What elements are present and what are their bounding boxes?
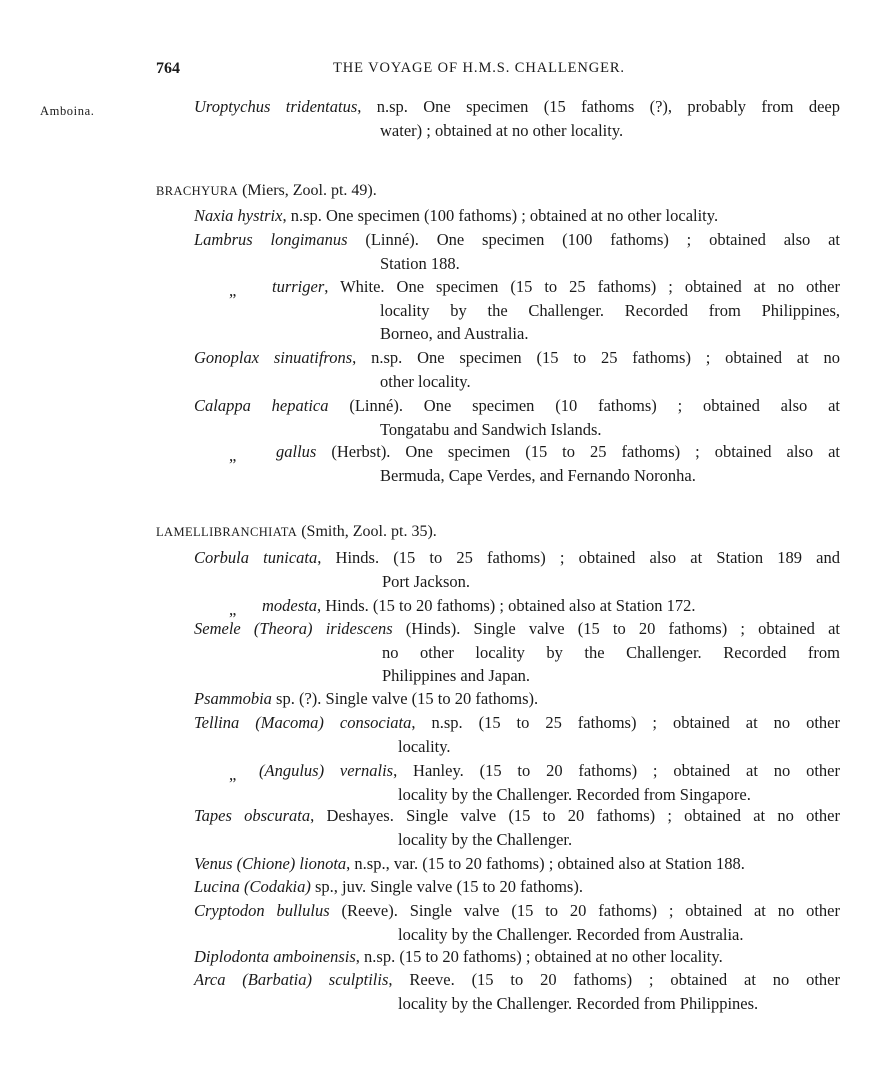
section-reference: (Smith, Zool. pt. 35). [297,523,437,540]
species-name: (Angulus) vernalis [259,761,394,780]
running-head: THE VOYAGE OF H.M.S. CHALLENGER. [333,60,625,76]
species-name: Diplodonta amboinensis [194,947,356,966]
entry-continuation: locality by the Challenger. Recorded from Philippines, [380,300,840,320]
species-entry [0,548,880,591]
entry-continuation: Bermuda, Cape Verdes, and Fernando Noronha. [380,465,696,485]
entry-text: , Deshayes. Single valve (15 to 20 fathoms) ; obtained at no other [310,806,840,825]
species-name: Lucina (Codakia) [194,877,311,896]
entry-first-line [194,396,840,416]
entry-first-line [194,206,840,226]
species-entry [0,854,880,873]
section-name: LAMELLIBRANCHIATA [156,525,298,539]
entry-first-line [259,761,840,781]
species-name: Uroptychus tridentatus [194,97,358,116]
entry-first-line [276,442,840,462]
entry-continuation: locality. [398,736,451,756]
entry-first-line [194,806,840,826]
section-heading-brachyura [156,182,377,200]
section-heading-lamellibranchiata [156,523,437,541]
species-name: Naxia hystrix [194,206,283,225]
entry-continuation: Port Jackson. [382,571,470,591]
entry-first-line [194,348,840,368]
entry-text: , n.sp. One specimen (15 fathoms (?), probably from deep [357,97,840,116]
ditto-mark: „ [229,281,237,300]
entry-text: , n.sp. (15 to 20 fathoms) ; obtained at no other locality. [355,947,723,966]
locality-label: Amboina. [40,104,95,118]
species-entry [0,947,880,966]
entry-first-line [194,619,840,639]
species-entry [0,442,880,485]
species-name: Lambrus longimanus [194,230,348,249]
entry-text: , n.sp., var. (15 to 20 fathoms) ; obtained also at Station 188. [346,854,745,873]
entry-text: , n.sp. One specimen (15 to 25 fathoms) ; obtained at no [352,348,841,367]
species-entry [0,230,880,273]
ditto-mark: „ [229,600,237,619]
entry-continuation: locality by the Challenger. [398,829,573,849]
section-reference: (Miers, Zool. pt. 49). [238,182,377,199]
entry-continuation: locality by the Challenger. Recorded from Australia. [398,924,744,944]
entry-continuation: other locality. [380,371,471,391]
species-name: Tapes obscurata [194,806,311,825]
entry-continuation: Philippines and Japan. [382,666,531,685]
entry-text: , n.sp. One specimen (100 fathoms) ; obtained at no other locality. [282,206,719,225]
species-entry [0,348,880,391]
entry-first-line [194,230,840,250]
section-name: BRACHYURA [156,184,239,198]
entry-first-line [194,548,840,568]
entry-text: , Hanley. (15 to 20 fathoms) ; obtained at no other [393,761,840,780]
entry-first-line [272,277,840,297]
species-name: modesta [262,596,317,615]
species-name: Arca (Barbatia) sculptilis [194,970,389,989]
entry-text: (Hinds). Single valve (15 to 20 fathoms) ; obtained at [392,619,840,638]
entry-first-line [194,97,840,117]
species-entry [0,761,880,804]
entry-text: , White. One specimen (15 to 25 fathoms) ; obtained at no other [324,277,840,296]
species-name: Gonoplax sinuatifrons [194,348,353,367]
entry-continuation: Borneo, and Australia. [380,324,529,343]
entry-continuation: Station 188. [380,253,460,273]
entry-first-line [194,854,840,874]
entry-text: (Linné). One specimen (10 fathoms) ; obtained also at [328,396,840,415]
species-entry [0,901,880,944]
entry-text: (Herbst). One specimen (15 to 25 fathoms) ; obtained also at [316,442,840,461]
entry-continuation: no other locality by the Challenger. Recorded from [382,642,840,662]
entry-text: sp. (?). Single valve (15 to 20 fathoms). [271,689,539,708]
species-entry [0,877,880,896]
entry-text: (Reeve). Single valve (15 to 20 fathoms) ; obtained at no other [329,901,840,920]
entry-text: , Hinds. (15 to 25 fathoms) ; obtained also at Station 189 and [317,548,840,567]
species-entry [0,396,880,439]
species-name: Psammobia [194,689,272,708]
entry-text: , Hinds. (15 to 20 fathoms) ; obtained also at Station 172. [317,596,696,615]
ditto-mark: „ [229,765,237,784]
entry-text: , n.sp. (15 to 25 fathoms) ; obtained at no other [411,713,840,732]
species-name: Calappa hepatica [194,396,329,415]
species-entry [0,277,880,343]
margin-locality [40,104,94,119]
species-entry [0,596,880,619]
entry-continuation: water) ; obtained at no other locality. [380,121,624,140]
species-entry [0,970,880,1013]
entry-first-line [194,689,840,709]
entry-text: (Linné). One specimen (100 fathoms) ; obtained also at [347,230,840,249]
species-name: Tellina (Macoma) consociata [194,713,412,732]
entry-continuation: locality by the Challenger. Recorded from Philippines. [398,993,759,1013]
species-entry [0,206,880,225]
entry-first-line [194,970,840,990]
entry-continuation: Tongatabu and Sandwich Islands. [380,419,602,439]
entry-first-line [262,596,840,616]
entry-first-line [194,877,840,897]
entry-text: , Reeve. (15 to 20 fathoms) ; obtained at no other [388,970,840,989]
entry-continuation: locality by the Challenger. Recorded from Singapore. [398,784,751,804]
species-entry [0,619,880,685]
species-name: Corbula tunicata [194,548,318,567]
species-name: Venus (Chione) lionota [194,854,347,873]
species-entry [0,713,880,756]
species-entry [0,806,880,849]
species-name: turriger [272,277,325,296]
species-name: gallus [276,442,317,461]
entry-first-line [194,947,840,967]
species-name: Semele (Theora) iridescens [194,619,393,638]
entry-first-line [194,901,840,921]
ditto-mark: „ [229,446,237,465]
entry-first-line [194,713,840,733]
page-number: 764 [156,60,180,77]
species-name: Cryptodon bullulus [194,901,330,920]
entry-text: sp., juv. Single valve (15 to 20 fathoms). [310,877,583,896]
species-entry [0,689,880,708]
